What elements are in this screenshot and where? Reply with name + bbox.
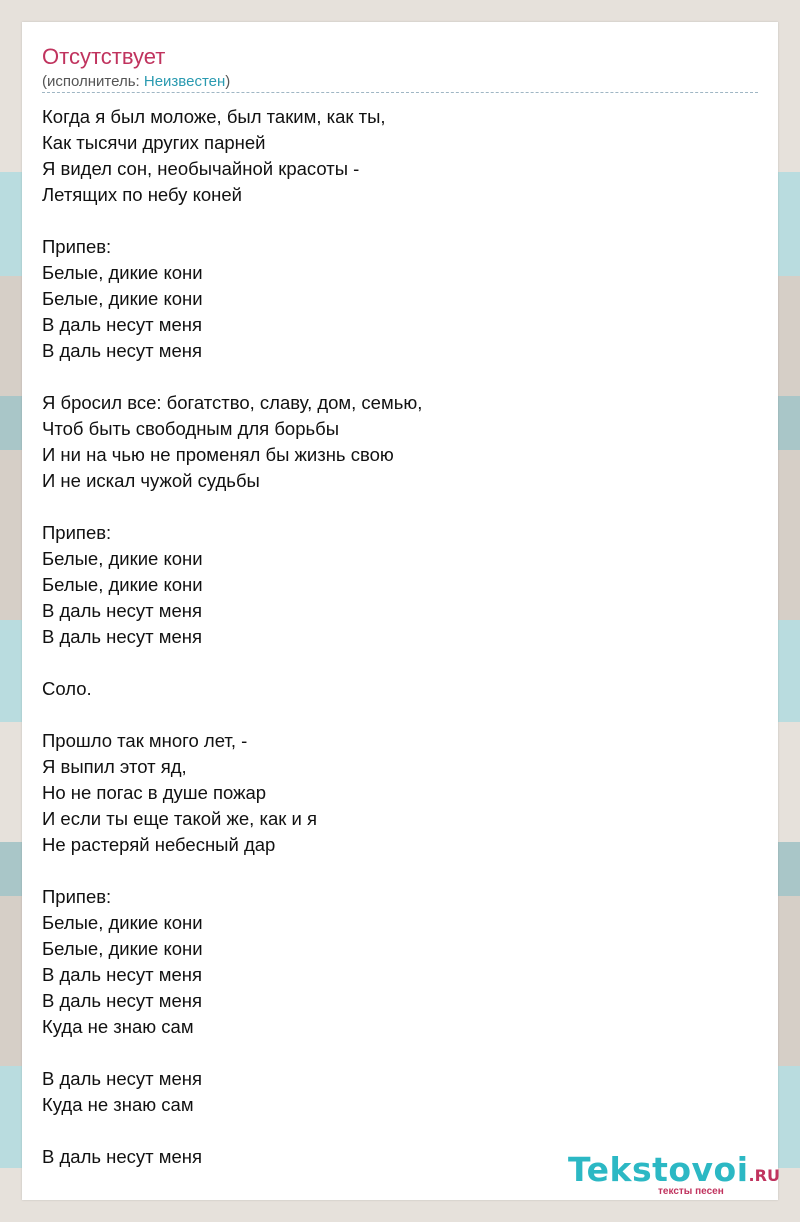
logo-tagline: тексты песен [658,1186,724,1197]
artist-prefix: (исполнитель: [42,73,144,90]
song-title: Отсутствует [42,44,166,69]
lyrics-card [22,22,778,1200]
lyrics-text: Когда я был моложе, был таким, как ты, Как тысячи других парней Я видел сон, необычайной красоты - Летящих по небу коней Припев: Белые, дикие кони Белые, дикие кони В даль несут меня В даль несут меня Я бросил все: богатство, славу, дом, семью, Чтоб быть свободным для борьбы И ни на чью не променял бы жизнь свою И не искал чужой судьбы Припев: Белые, дикие кони Белые, дикие кони В даль несут меня В даль несут меня Соло. Прошло так много лет, - Я выпил этот яд, Но не погас в душе пожар И если ты еще такой же, как и я Не растеряй небесный дар Припев: Белые, дикие кони Белые, дикие кони В даль несут меня В даль несут меня Куда не знаю сам В даль несут меня Куда не знаю сам В даль несут меня [42,106,423,1167]
logo-name: Tekstovoi [568,1150,749,1189]
title-divider [42,92,758,93]
artist-line [42,72,230,92]
logo-tld: .RU [748,1166,780,1185]
artist-link[interactable]: Неизвестен [143,73,226,90]
site-logo[interactable] [568,1152,778,1196]
artist-suffix: ) [225,73,231,90]
